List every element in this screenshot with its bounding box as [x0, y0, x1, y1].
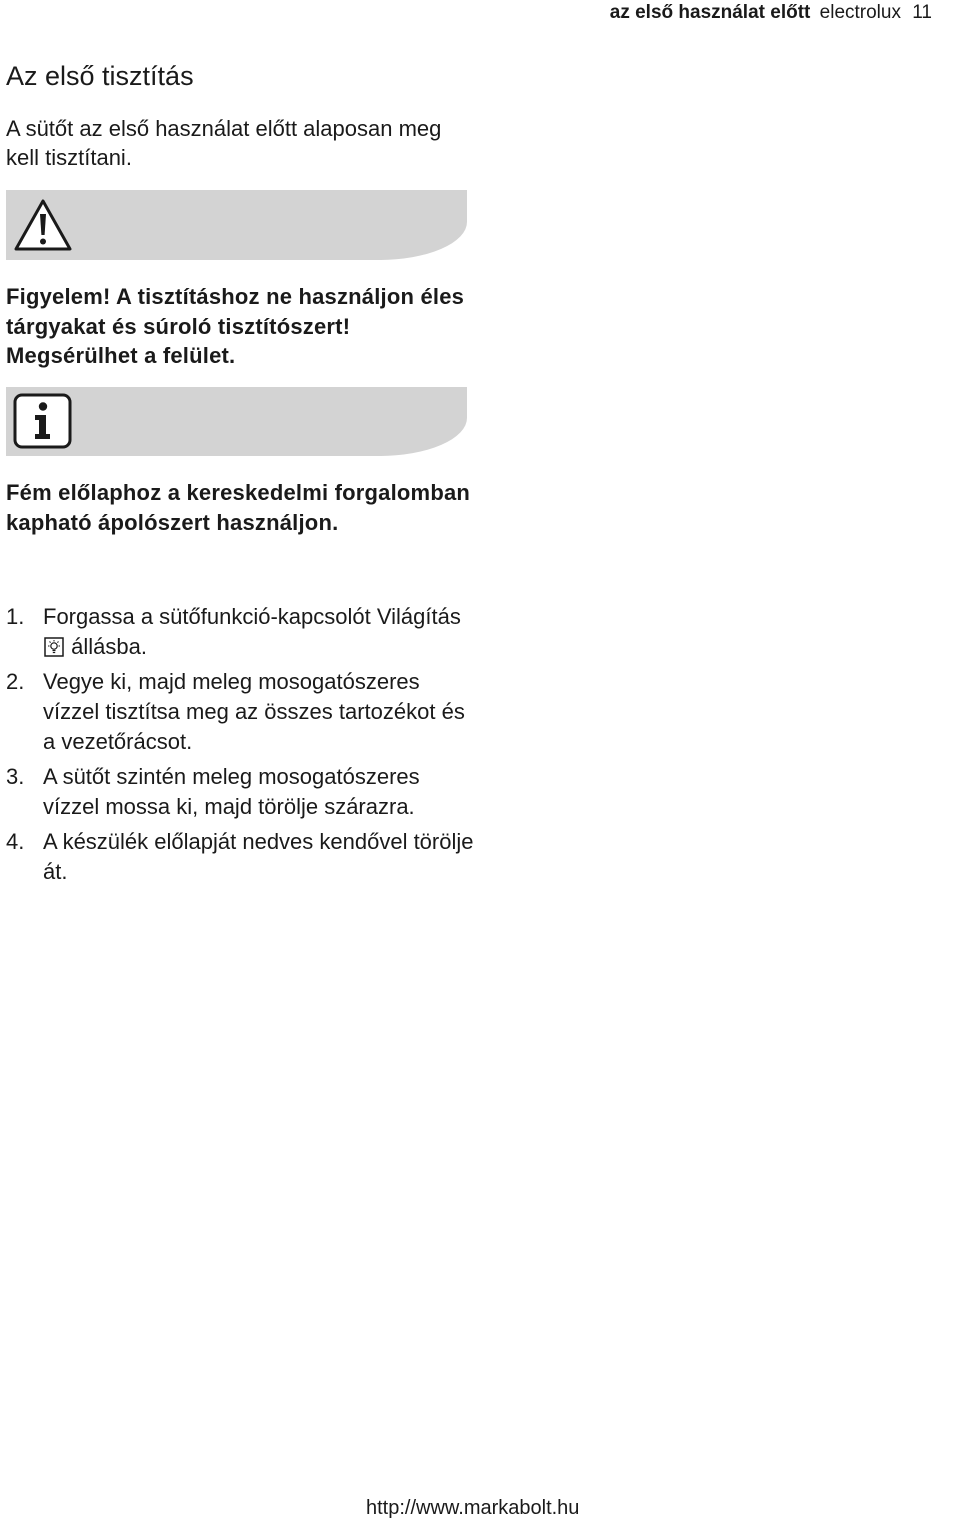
footer-url: http://www.markabolt.hu	[366, 1497, 580, 1519]
step-text: A sütőt szintén meleg mosogatószeres vízzel mossa ki, majd törölje szárazra.	[43, 764, 420, 819]
warning-text: Figyelem! A tisztításhoz ne használjon éles tárgyakat és súroló tisztítószert! Megsérülhet a felület.	[6, 284, 465, 368]
step-text-after-symbol: állásba.	[71, 634, 147, 659]
oven-light-icon	[44, 637, 64, 657]
section-title: Az első tisztítás	[6, 61, 194, 91]
step-text	[43, 602, 476, 662]
step-text: Vegye ki, majd meleg mosogatószeres vízzel tisztítsa meg az összes tartozékot és a vezetőrácsot.	[43, 669, 465, 754]
step-number: 3.	[6, 764, 25, 789]
warning-band	[6, 190, 467, 260]
list-item	[6, 602, 476, 662]
info-band	[6, 387, 467, 456]
list-item	[6, 827, 476, 887]
list-item	[6, 667, 476, 757]
intro-paragraph: A sütőt az első használat előtt alaposan meg kell tisztítani.	[6, 116, 442, 170]
step-text-before-symbol: Forgassa a sütőfunkció-kapcsolót Világítás	[43, 604, 461, 629]
step-number: 4.	[6, 829, 25, 854]
header-brand: electrolux	[819, 2, 901, 23]
running-header	[610, 0, 932, 26]
step-text: A készülék előlapját nedves kendővel törölje át.	[43, 829, 474, 884]
list-item	[6, 762, 476, 822]
step-number: 1.	[6, 604, 25, 629]
info-icon	[13, 393, 72, 449]
cleaning-steps-list	[6, 602, 476, 892]
info-text: Fém előlaphoz a kereskedelmi forgalomban kapható ápolószert használjon.	[6, 480, 471, 535]
header-section-title: az első használat előtt	[609, 2, 811, 23]
page-number: 11	[912, 2, 932, 23]
step-number: 2.	[6, 669, 25, 694]
warning-triangle-icon	[12, 197, 74, 253]
